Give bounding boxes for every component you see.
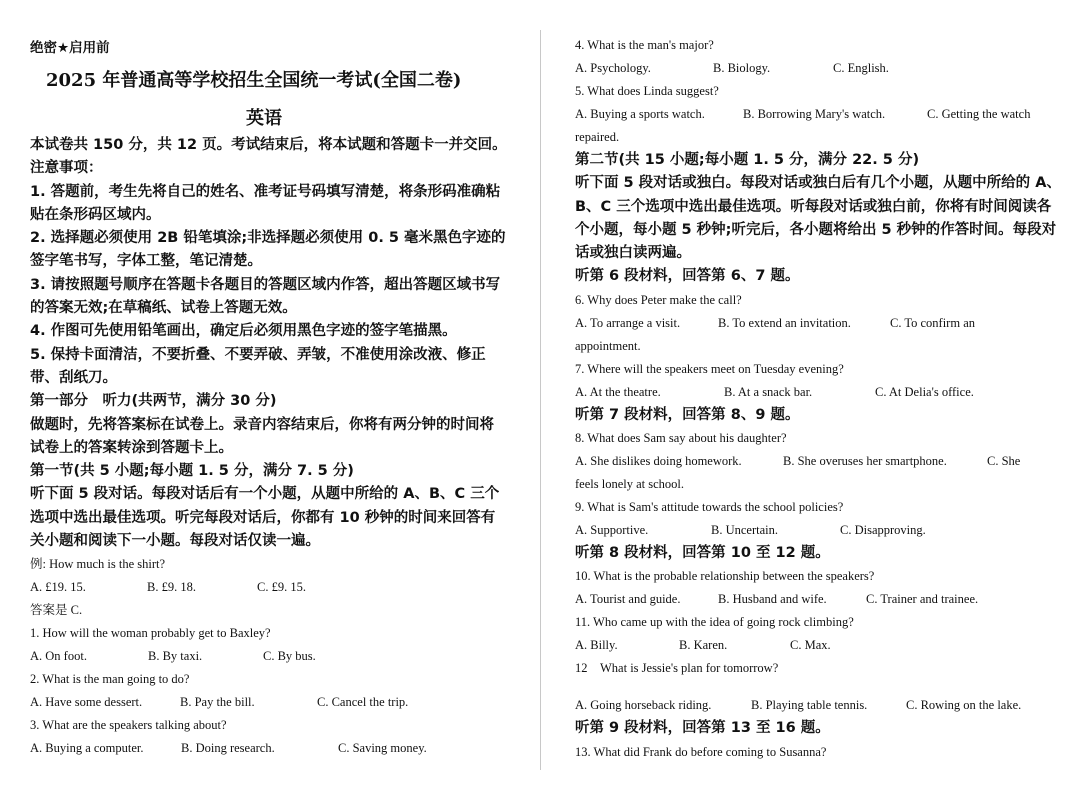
option: A. She dislikes doing homework. (575, 454, 742, 469)
option: B. Doing research. (181, 741, 275, 756)
option: C. By bus. (263, 649, 316, 664)
note-item: 1. 答题前，考生先将自己的姓名、准考证号码填写清楚，将条形码准确粘贴在条形码区域内。 (30, 183, 501, 223)
option: A. On foot. (30, 649, 87, 664)
option: C. English. (833, 61, 889, 75)
question-5: 5. What does Linda suggest? (575, 84, 719, 98)
option: A. £19. 15. (30, 580, 86, 595)
option: C. Rowing on the lake. (906, 698, 1022, 713)
option: C. Max. (790, 638, 831, 653)
option: C. Trainer and trainee. (866, 592, 979, 607)
question-13: 13. What did Frank do before coming to Susanna? (575, 744, 827, 759)
question-9-options (575, 519, 1065, 542)
option: A. Psychology. (575, 61, 651, 75)
option: B. By taxi. (148, 649, 203, 664)
question-8: 8. What does Sam say about his daughter? (575, 431, 787, 446)
example-options (30, 576, 508, 599)
option: C. At Delia's office. (875, 384, 974, 399)
option: A. Supportive. (575, 523, 649, 538)
question-3-options (30, 737, 508, 760)
question-6-options (575, 312, 1065, 335)
section1-title: 第一节(共 5 小题;每小题 1. 5 分，满分 7. 5 分) (30, 463, 354, 480)
note-item: 5. 保持卡面清洁，不要折叠、不要弄破、弄皱，不准使用涂改液、修正带、刮纸刀。 (30, 346, 486, 386)
option: C. £9. 15. (257, 580, 306, 595)
option: C. Saving money. (338, 741, 427, 756)
material-8-heading: 听第 8 段材料，回答第 10 至 12 题。 (575, 545, 830, 562)
notes-title: 注意事项： (30, 160, 103, 177)
option: C. To confirm an (890, 315, 975, 330)
option: B. £9. 18. (147, 580, 196, 595)
option: B. Husband and wife. (718, 592, 827, 607)
question-8-option-continuation: feels lonely at school. (575, 477, 684, 492)
question-3: 3. What are the speakers talking about? (30, 718, 227, 733)
column-divider (540, 30, 541, 770)
exam-title: 2025 年普通高等学校招生全国统一考试(全国二卷) (46, 70, 462, 91)
question-12: 12 What is Jessie's plan for tomorrow? (575, 661, 779, 676)
option: A. Buying a sports watch. (575, 107, 705, 121)
question-6-option-continuation: appointment. (575, 338, 641, 353)
option: C. She (987, 454, 1021, 469)
section1-instructions: 听下面 5 段对话。每段对话后有一个小题，从题中所给的 A、B、C 三个选项中选出最佳选项。听完每段对话后，你都有 10 秒钟的时间来回答有关小题和阅读下一小题。每段对话仅读一遍。 (30, 486, 500, 550)
option: B. Karen. (679, 638, 728, 653)
option: A. Billy. (575, 638, 618, 653)
question-12-options (575, 694, 1065, 717)
confidential-label: 绝密★启用前 (30, 40, 110, 56)
question-2: 2. What is the man going to do? (30, 672, 190, 687)
option: B. Uncertain. (711, 523, 778, 538)
example-answer: 答案是 C. (30, 603, 83, 618)
option: A. At the theatre. (575, 384, 661, 399)
question-10: 10. What is the probable relationship between the speakers? (575, 569, 875, 584)
example-question: 例: How much is the shirt? (30, 557, 166, 572)
option: B. Playing table tennis. (751, 698, 868, 713)
question-7-options (575, 381, 1065, 404)
question-2-options (30, 691, 508, 714)
question-11: 11. Who came up with the idea of going rock climbing? (575, 615, 854, 630)
question-5-option-continuation: repaired. (575, 130, 620, 144)
option: B. Pay the bill. (180, 695, 255, 710)
note-item: 4. 作图可先使用铅笔画出，确定后必须用黑色字迹的签字笔描黑。 (30, 323, 457, 340)
question-4-options (575, 57, 1065, 80)
option: A. Tourist and guide. (575, 592, 681, 607)
part1-title: 第一部分 听力(共两节，满分 30 分) (30, 393, 277, 410)
note-item: 3. 请按照题号顺序在答题卡各题目的答题区域内作答，超出答题区域书写的答案无效;在草稿纸、试卷上答题无效。 (30, 276, 501, 317)
section2-instructions: 听下面 5 段对话或独白。每段对话或独白后有几个小题，从题中所给的 A、B、C 三个选项中选出最佳选项。听每段对话或独白前，你将有时间阅读各个小题，每小题 5 秒钟;听完后，各小题将给出 5 秒钟的作答时间。每段对话或独白读两遍。 (575, 175, 1061, 262)
material-6-heading: 听第 6 段材料，回答第 6、7 题。 (575, 268, 800, 285)
part1-instructions: 做题时，先将答案标在试卷上。录音内容结束后，你将有两分钟的时间将试卷上的答案转涂到答题卡上。 (30, 416, 494, 456)
question-5-options (575, 103, 1065, 126)
option: B. At a snack bar. (724, 384, 813, 399)
option: C. Disapproving. (840, 523, 926, 538)
section2-title: 第二节(共 15 小题;每小题 1. 5 分，满分 22. 5 分) (575, 152, 920, 168)
question-11-options (575, 634, 1065, 657)
question-9: 9. What is Sam's attitude towards the school policies? (575, 500, 844, 515)
question-1: 1. How will the woman probably get to Baxley? (30, 626, 271, 641)
option: C. Getting the watch (927, 107, 1031, 121)
option: B. Biology. (713, 61, 771, 75)
question-4: 4. What is the man's major? (575, 38, 714, 52)
note-item: 2. 选择题必须使用 2B 铅笔填涂;非选择题必须使用 0. 5 毫米黑色字迹的签字笔书写，字体工整，笔记清楚。 (30, 230, 506, 270)
question-10-options (575, 588, 1065, 611)
option: A. To arrange a visit. (575, 315, 681, 330)
option: B. To extend an invitation. (718, 315, 851, 330)
intro-text: 本试卷共 150 分，共 12 页。考试结束后，将本试题和答题卡一并交回。 (30, 137, 507, 153)
option: B. She overuses her smartphone. (783, 454, 947, 469)
material-9-heading: 听第 9 段材料，回答第 13 至 16 题。 (575, 720, 830, 737)
option: A. Going horseback riding. (575, 698, 712, 713)
material-7-heading: 听第 7 段材料，回答第 8、9 题。 (575, 406, 800, 423)
option: A. Buying a computer. (30, 741, 144, 756)
option: C. Cancel the trip. (317, 695, 409, 710)
subject-title: 英语 (246, 108, 282, 129)
question-7: 7. Where will the speakers meet on Tuesday evening? (575, 361, 844, 376)
option: B. Borrowing Mary's watch. (743, 107, 886, 121)
question-6: 6. Why does Peter make the call? (575, 292, 742, 307)
question-1-options (30, 645, 508, 668)
question-8-options (575, 450, 1065, 473)
option: A. Have some dessert. (30, 695, 143, 710)
